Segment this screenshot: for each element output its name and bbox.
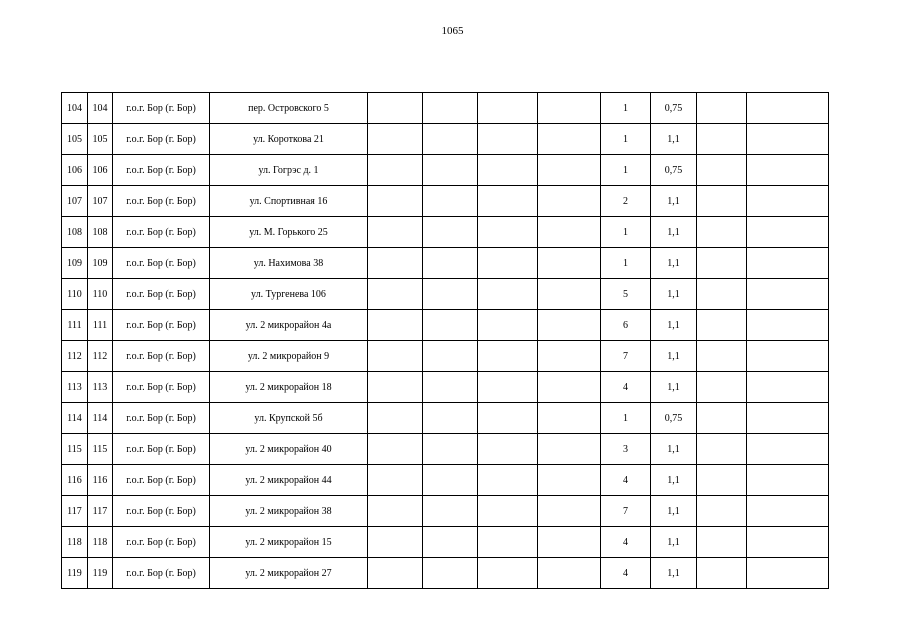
object-number-cell: 119 [88, 558, 113, 589]
empty-cell [538, 372, 601, 403]
empty-cell [478, 279, 538, 310]
municipality-cell: г.о.г. Бор (г. Бор) [113, 248, 210, 279]
empty-cell [368, 527, 423, 558]
municipality-cell: г.о.г. Бор (г. Бор) [113, 527, 210, 558]
address-cell: ул. 2 микрорайон 40 [210, 434, 368, 465]
empty-cell [368, 310, 423, 341]
empty-cell [478, 93, 538, 124]
address-cell: ул. 2 микрорайон 9 [210, 341, 368, 372]
empty-cell [423, 155, 478, 186]
empty-cell [423, 124, 478, 155]
empty-cell [368, 93, 423, 124]
empty-cell [538, 341, 601, 372]
empty-cell [368, 217, 423, 248]
empty-cell [538, 496, 601, 527]
table-row [62, 186, 829, 217]
municipality-cell: г.о.г. Бор (г. Бор) [113, 341, 210, 372]
container-count-cell: 7 [601, 496, 651, 527]
empty-cell [478, 217, 538, 248]
empty-cell [538, 186, 601, 217]
container-count-cell: 1 [601, 93, 651, 124]
empty-cell [423, 248, 478, 279]
municipality-cell: г.о.г. Бор (г. Бор) [113, 155, 210, 186]
container-volume-cell: 0,75 [651, 155, 697, 186]
empty-cell [478, 465, 538, 496]
empty-cell [368, 465, 423, 496]
container-volume-cell: 1,1 [651, 186, 697, 217]
object-number-cell: 110 [88, 279, 113, 310]
municipality-cell: г.о.г. Бор (г. Бор) [113, 93, 210, 124]
empty-cell [747, 279, 829, 310]
table-row [62, 93, 829, 124]
empty-cell [478, 372, 538, 403]
row-number-cell: 107 [62, 186, 88, 217]
address-cell: ул. М. Горького 25 [210, 217, 368, 248]
row-number-cell: 104 [62, 93, 88, 124]
empty-cell [697, 217, 747, 248]
empty-cell [368, 496, 423, 527]
empty-cell [747, 93, 829, 124]
address-cell: ул. 2 микрорайон 27 [210, 558, 368, 589]
container-count-cell: 1 [601, 248, 651, 279]
container-count-cell: 4 [601, 527, 651, 558]
row-number-cell: 119 [62, 558, 88, 589]
address-cell: ул. Короткова 21 [210, 124, 368, 155]
empty-cell [538, 558, 601, 589]
address-cell: ул. 2 микрорайон 38 [210, 496, 368, 527]
empty-cell [538, 217, 601, 248]
address-cell: ул. 2 микрорайон 18 [210, 372, 368, 403]
row-number-cell: 117 [62, 496, 88, 527]
container-count-cell: 5 [601, 279, 651, 310]
address-cell: пер. Островского 5 [210, 93, 368, 124]
empty-cell [538, 124, 601, 155]
empty-cell [697, 558, 747, 589]
table-row [62, 403, 829, 434]
empty-cell [697, 465, 747, 496]
empty-cell [747, 124, 829, 155]
empty-cell [368, 279, 423, 310]
container-volume-cell: 1,1 [651, 465, 697, 496]
empty-cell [747, 186, 829, 217]
address-cell: ул. Нахимова 38 [210, 248, 368, 279]
empty-cell [478, 186, 538, 217]
row-number-cell: 110 [62, 279, 88, 310]
empty-cell [747, 434, 829, 465]
object-number-cell: 117 [88, 496, 113, 527]
empty-cell [478, 310, 538, 341]
empty-cell [423, 403, 478, 434]
empty-cell [747, 372, 829, 403]
empty-cell [697, 279, 747, 310]
empty-cell [478, 558, 538, 589]
empty-cell [538, 279, 601, 310]
container-count-cell: 1 [601, 155, 651, 186]
municipality-cell: г.о.г. Бор (г. Бор) [113, 465, 210, 496]
table-row [62, 279, 829, 310]
empty-cell [368, 248, 423, 279]
empty-cell [538, 155, 601, 186]
empty-cell [368, 434, 423, 465]
empty-cell [538, 310, 601, 341]
empty-cell [423, 310, 478, 341]
row-number-cell: 118 [62, 527, 88, 558]
container-count-cell: 4 [601, 558, 651, 589]
empty-cell [697, 341, 747, 372]
container-volume-cell: 1,1 [651, 310, 697, 341]
row-number-cell: 115 [62, 434, 88, 465]
municipality-cell: г.о.г. Бор (г. Бор) [113, 434, 210, 465]
empty-cell [697, 248, 747, 279]
empty-cell [747, 217, 829, 248]
empty-cell [697, 186, 747, 217]
empty-cell [368, 186, 423, 217]
empty-cell [368, 124, 423, 155]
empty-cell [697, 155, 747, 186]
empty-cell [747, 310, 829, 341]
row-number-cell: 116 [62, 465, 88, 496]
empty-cell [368, 403, 423, 434]
table-row [62, 310, 829, 341]
table-row [62, 372, 829, 403]
container-volume-cell: 1,1 [651, 217, 697, 248]
object-number-cell: 111 [88, 310, 113, 341]
municipality-cell: г.о.г. Бор (г. Бор) [113, 124, 210, 155]
table-row [62, 527, 829, 558]
empty-cell [697, 124, 747, 155]
municipality-cell: г.о.г. Бор (г. Бор) [113, 217, 210, 248]
container-volume-cell: 1,1 [651, 558, 697, 589]
empty-cell [747, 403, 829, 434]
row-number-cell: 114 [62, 403, 88, 434]
table-row [62, 558, 829, 589]
empty-cell [368, 155, 423, 186]
empty-cell [423, 496, 478, 527]
empty-cell [538, 93, 601, 124]
container-count-cell: 7 [601, 341, 651, 372]
row-number-cell: 111 [62, 310, 88, 341]
table-row [62, 496, 829, 527]
object-number-cell: 108 [88, 217, 113, 248]
object-number-cell: 115 [88, 434, 113, 465]
empty-cell [747, 527, 829, 558]
object-number-cell: 106 [88, 155, 113, 186]
table-row [62, 248, 829, 279]
container-count-cell: 6 [601, 310, 651, 341]
container-count-cell: 1 [601, 217, 651, 248]
empty-cell [423, 434, 478, 465]
empty-cell [538, 248, 601, 279]
table-row [62, 465, 829, 496]
address-cell: ул. 2 микрорайон 4а [210, 310, 368, 341]
empty-cell [747, 341, 829, 372]
empty-cell [368, 372, 423, 403]
object-number-cell: 118 [88, 527, 113, 558]
container-count-cell: 3 [601, 434, 651, 465]
empty-cell [423, 372, 478, 403]
row-number-cell: 108 [62, 217, 88, 248]
container-volume-cell: 1,1 [651, 248, 697, 279]
table-row [62, 155, 829, 186]
empty-cell [368, 558, 423, 589]
empty-cell [478, 434, 538, 465]
container-volume-cell: 1,1 [651, 341, 697, 372]
empty-cell [423, 217, 478, 248]
municipality-cell: г.о.г. Бор (г. Бор) [113, 310, 210, 341]
municipality-cell: г.о.г. Бор (г. Бор) [113, 558, 210, 589]
register-table [61, 92, 829, 589]
empty-cell [697, 310, 747, 341]
table-body [62, 93, 829, 589]
table-row [62, 124, 829, 155]
address-cell: ул. Гогрэс д. 1 [210, 155, 368, 186]
container-volume-cell: 1,1 [651, 372, 697, 403]
empty-cell [478, 124, 538, 155]
object-number-cell: 104 [88, 93, 113, 124]
empty-cell [747, 155, 829, 186]
municipality-cell: г.о.г. Бор (г. Бор) [113, 403, 210, 434]
table-row [62, 217, 829, 248]
object-number-cell: 112 [88, 341, 113, 372]
empty-cell [747, 558, 829, 589]
empty-cell [423, 341, 478, 372]
municipality-cell: г.о.г. Бор (г. Бор) [113, 279, 210, 310]
empty-cell [747, 496, 829, 527]
municipality-cell: г.о.г. Бор (г. Бор) [113, 496, 210, 527]
empty-cell [697, 527, 747, 558]
empty-cell [697, 496, 747, 527]
object-number-cell: 109 [88, 248, 113, 279]
empty-cell [697, 434, 747, 465]
address-cell: ул. Тургенева 106 [210, 279, 368, 310]
empty-cell [697, 93, 747, 124]
address-cell: ул. Спортивная 16 [210, 186, 368, 217]
page-number: 1065 [441, 25, 464, 37]
empty-cell [538, 465, 601, 496]
row-number-cell: 106 [62, 155, 88, 186]
empty-cell [423, 279, 478, 310]
row-number-cell: 105 [62, 124, 88, 155]
table-row [62, 434, 829, 465]
container-volume-cell: 1,1 [651, 527, 697, 558]
empty-cell [478, 527, 538, 558]
empty-cell [747, 248, 829, 279]
container-count-cell: 4 [601, 372, 651, 403]
object-number-cell: 107 [88, 186, 113, 217]
container-volume-cell: 1,1 [651, 279, 697, 310]
row-number-cell: 112 [62, 341, 88, 372]
empty-cell [478, 496, 538, 527]
empty-cell [478, 155, 538, 186]
empty-cell [478, 341, 538, 372]
row-number-cell: 113 [62, 372, 88, 403]
container-count-cell: 2 [601, 186, 651, 217]
address-cell: ул. Крупской 5б [210, 403, 368, 434]
container-volume-cell: 0,75 [651, 93, 697, 124]
container-count-cell: 4 [601, 465, 651, 496]
address-cell: ул. 2 микрорайон 15 [210, 527, 368, 558]
municipality-cell: г.о.г. Бор (г. Бор) [113, 372, 210, 403]
container-volume-cell: 1,1 [651, 496, 697, 527]
address-cell: ул. 2 микрорайон 44 [210, 465, 368, 496]
empty-cell [423, 527, 478, 558]
empty-cell [697, 372, 747, 403]
row-number-cell: 109 [62, 248, 88, 279]
container-count-cell: 1 [601, 403, 651, 434]
object-number-cell: 116 [88, 465, 113, 496]
empty-cell [747, 465, 829, 496]
empty-cell [423, 465, 478, 496]
object-number-cell: 105 [88, 124, 113, 155]
empty-cell [478, 403, 538, 434]
empty-cell [423, 186, 478, 217]
container-volume-cell: 0,75 [651, 403, 697, 434]
container-volume-cell: 1,1 [651, 124, 697, 155]
empty-cell [478, 248, 538, 279]
empty-cell [368, 341, 423, 372]
object-number-cell: 114 [88, 403, 113, 434]
empty-cell [538, 527, 601, 558]
empty-cell [538, 434, 601, 465]
container-count-cell: 1 [601, 124, 651, 155]
container-volume-cell: 1,1 [651, 434, 697, 465]
object-number-cell: 113 [88, 372, 113, 403]
empty-cell [423, 558, 478, 589]
empty-cell [538, 403, 601, 434]
empty-cell [423, 93, 478, 124]
municipality-cell: г.о.г. Бор (г. Бор) [113, 186, 210, 217]
table-row [62, 341, 829, 372]
empty-cell [697, 403, 747, 434]
